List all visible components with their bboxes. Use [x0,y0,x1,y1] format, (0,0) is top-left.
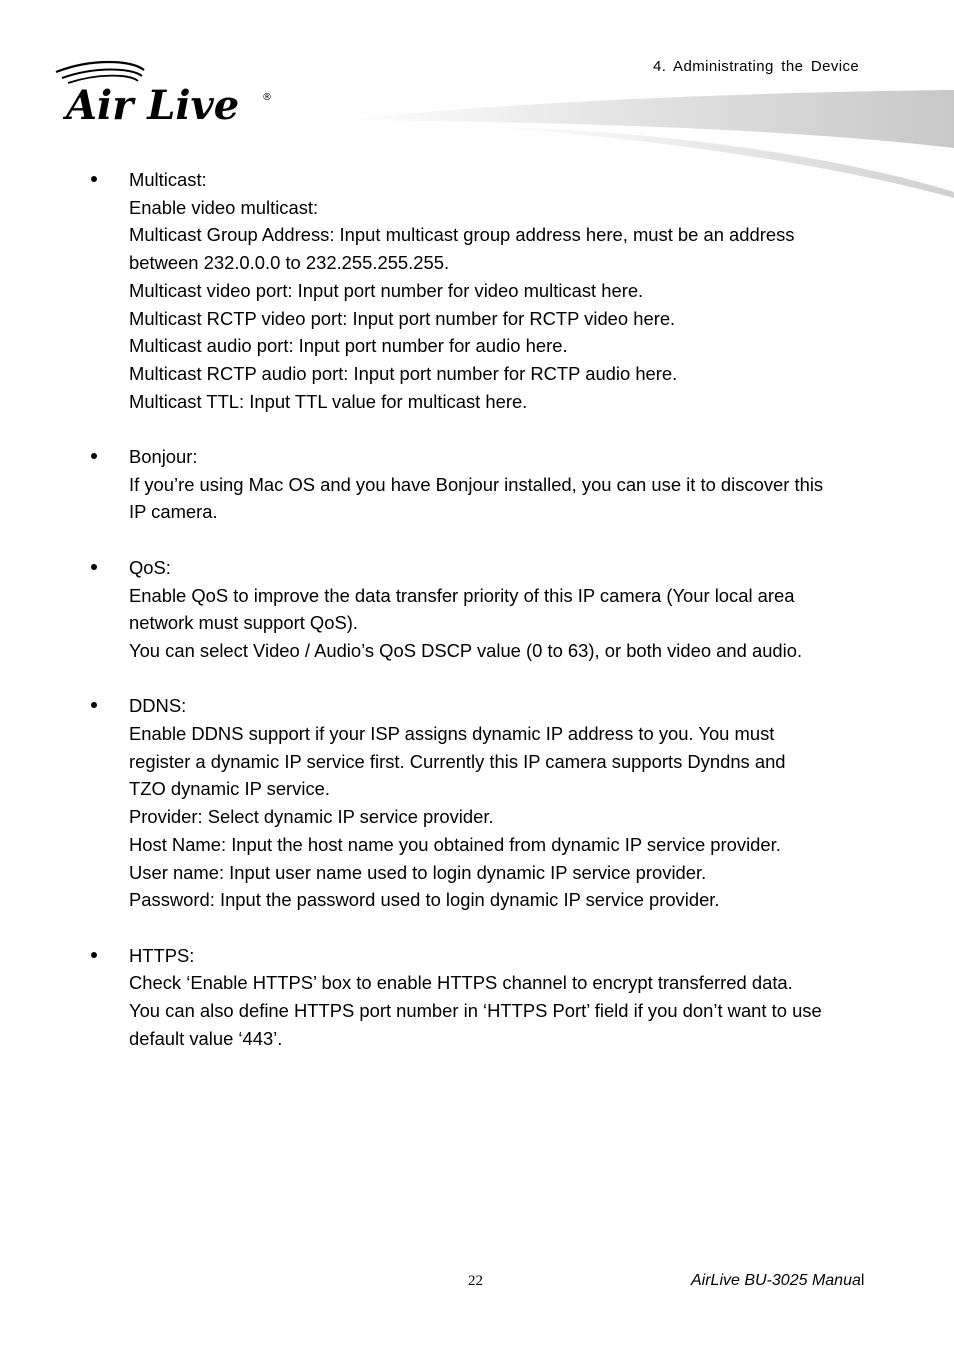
body-line: User name: Input user name used to login dynamic IP service provider. [129,861,707,883]
body-line: TZO dynamic IP service. [129,778,330,800]
body-line: register a dynamic IP service first. Currently this IP camera supports Dyndns and [129,750,786,772]
bullet-section [0,692,954,914]
body-line: Host Name: Input the host name you obtained from dynamic IP service provider. [129,833,781,855]
body-line: Multicast TTL: Input TTL value for multicast here. [129,390,528,412]
bullet-section [0,166,954,415]
svg-text:Air Live: Air Live [66,82,240,128]
section-text [129,443,869,526]
section-heading: QoS: [129,556,171,578]
section-heading: DDNS: [129,695,187,717]
section-text [129,554,869,665]
body-line: Enable DDNS support if your ISP assigns dynamic IP address to you. You must [129,723,775,745]
chapter-header: 4. Administrating the Device [653,58,860,75]
body-line: If you’re using Mac OS and you have Bonjour installed, you can use it to discover this [129,473,824,495]
body-line: Password: Input the password used to login dynamic IP service provider. [129,889,720,911]
bullet-section [0,942,954,1053]
body-line: Enable QoS to improve the data transfer priority of this IP camera (Your local area [129,584,795,606]
body-line: Enable video multicast: [129,196,319,218]
body-line: Multicast audio port: Input port number for audio here. [129,335,568,357]
section-heading: HTTPS: [129,944,195,966]
bullet-icon [91,952,97,958]
bullet-section [0,554,954,665]
section-text [129,166,869,415]
manual-title-tail: l [860,1272,865,1289]
body-line: Multicast RCTP audio port: Input port number for RCTP audio here. [129,362,678,384]
section-heading: Bonjour: [129,446,198,468]
section-heading: Multicast: [129,169,207,190]
body-line: Check ‘Enable HTTPS’ box to enable HTTPS channel to encrypt transferred data. [129,972,793,994]
section-text [129,942,869,1053]
body-line: Multicast video port: Input port number for video multicast here. [129,279,644,301]
bullet-icon [91,564,97,570]
bullet-icon [91,176,97,182]
page-number: 22 [468,1273,483,1289]
bullet-icon [91,702,97,708]
body-line: between 232.0.0.0 to 232.255.255.255. [129,252,450,274]
section-text [129,692,869,914]
body-line: You can select Video / Audio’s QoS DSCP value (0 to 63), or both video and audio. [129,639,803,661]
body-line: default value ‘443’. [129,1027,283,1049]
body-line: Multicast RCTP video port: Input port number for RCTP video here. [129,307,676,329]
main-content [0,166,954,1080]
body-line: network must support QoS). [129,612,358,634]
manual-title [691,1272,864,1290]
bullet-section [0,443,954,526]
body-line: You can also define HTTPS port number in ‘HTTPS Port’ field if you don’t want to use [129,1000,822,1022]
manual-title-italic: AirLive BU-3025 Manua [691,1272,861,1289]
body-line: IP camera. [129,501,218,523]
airlive-logo [52,58,282,128]
svg-text:®: ® [262,92,272,103]
body-line: Multicast Group Address: Input multicast group address here, must be an address [129,224,795,246]
bullet-icon [91,453,97,459]
body-line: Provider: Select dynamic IP service provider. [129,806,494,828]
